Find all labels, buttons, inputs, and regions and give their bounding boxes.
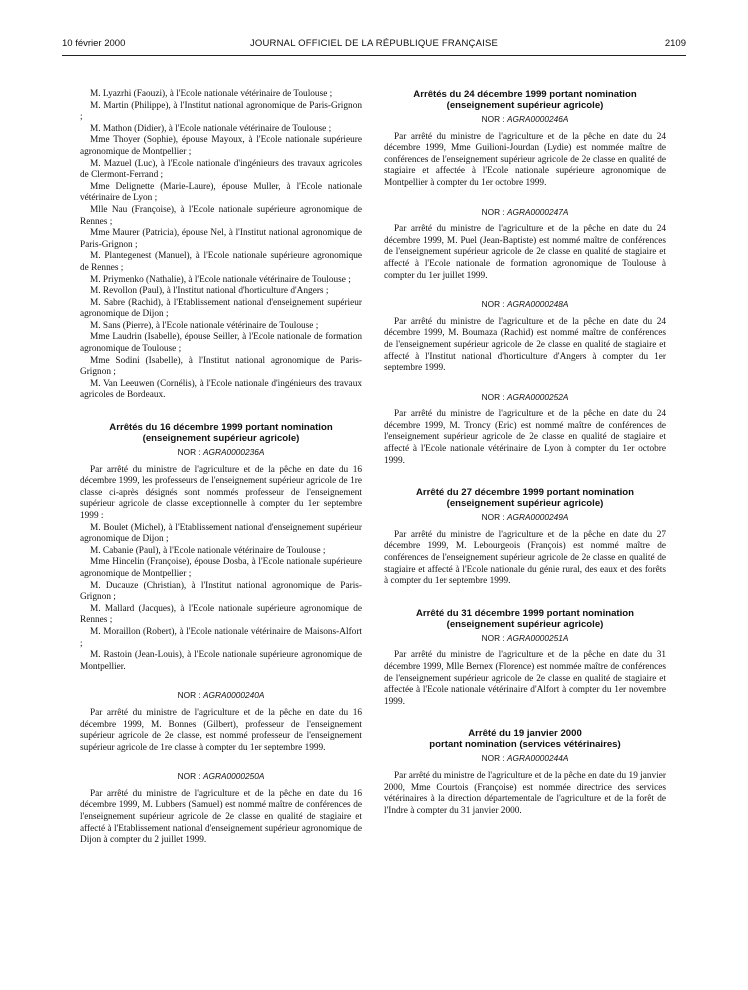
- list-item: Mme Maurer (Patricia), épouse Nel, à l'Institut national agronomique de Paris-Grignon ;: [80, 228, 362, 250]
- nor-reference: NOR : AGRA0000251A: [481, 632, 569, 643]
- list-item: M. Mallard (Jacques), à l'Ecole nationale supérieure agronomique de Rennes ;: [80, 603, 362, 626]
- list-item: M. Sabre (Rachid), à l'Etablissement national d'enseignement supérieur agronomique de Dijon ;: [80, 297, 362, 320]
- decree-paragraph: Par arrêté du ministre de l'agriculture et de la pêche en date du 24 décembre 1999, M. Puel (Jean-Baptiste) est nommé maître de conférences de l'enseignement supérieur agricole de 2e classe en qualité de stagiaire et affecté à l'Ecole nationale de formation agronomique de Toulouse à compter du 1er juillet 1999.: [384, 224, 666, 281]
- list-item: M. Martin (Philippe), à l'Institut national agronomique de Paris-Grignon ;: [80, 100, 362, 123]
- header-date: 10 février 2000: [62, 38, 126, 49]
- list-item: Mme Sodini (Isabelle), à l'Institut national agronomique de Paris-Grignon ;: [80, 355, 362, 378]
- header-journal-title: JOURNAL OFFICIEL DE LA RÉPUBLIQUE FRANÇAISE: [249, 38, 499, 49]
- list-item: M. Lyazrhi (Faouzi), à l'Ecole nationale vétérinaire de Toulouse ;: [90, 89, 333, 99]
- section-subtitle: (enseignement supérieur agricole): [446, 618, 604, 630]
- list-item: M. Sans (Pierre), à l'Ecole nationale vétérinaire de Toulouse ;: [90, 320, 319, 331]
- page-header: [62, 38, 686, 54]
- nor-reference: NOR : AGRA0000248A: [481, 299, 569, 310]
- list-item: M. Revollon (Paul), à l'Institut national d'horticulture d'Angers ;: [90, 286, 329, 297]
- decree-paragraph: Par arrêté du ministre de l'agriculture et de la pêche en date du 24 décembre 1999, M. Boumaza (Rachid) est nommé maître de conférences de l'enseignement supérieur agricole de 2e classe en qualité de stagiaire et affecté à l'Institut national d'horticulture d'Angers à compter du 1er septembre 1999.: [384, 316, 666, 374]
- section-title: Arrêtés du 16 décembre 1999 portant nomination: [109, 422, 333, 434]
- right-column: [384, 89, 666, 817]
- decree-paragraph: Par arrêté du ministre de l'agriculture et de la pêche en date du 16 décembre 1999, les professeurs de l'enseignement supérieur agricole de 1re classe ci-après désignés sont nommés professeur de l'enseignement supérieur agricole de classe exceptionnelle à compter du 1er septembre 1999 :: [80, 464, 362, 521]
- section-title: Arrêté du 27 décembre 1999 portant nomination: [415, 487, 635, 499]
- decree-paragraph: Par arrêté du ministre de l'agriculture et de la pêche en date du 16 décembre 1999, M. Bonnes (Gilbert), professeur de l'enseignement supérieur agricole de 2e classe, est nommé professeur de l'enseignement supérieur agricole de 1re classe à compter du 1er septembre 1999.: [80, 707, 362, 753]
- list-item: M. Priymenko (Nathalie), à l'Ecole nationale vétérinaire de Toulouse ;: [90, 274, 351, 285]
- appointment-list-2: [80, 523, 362, 674]
- decree-paragraph: Par arrêté du ministre de l'agriculture et de la pêche en date du 24 décembre 1999, M. Troncy (Eric) est nommé maître de conférences de l'enseignement supérieur agricole de 2e classe en qualité de stagiaire et affecté à l'Ecole nationale vétérinaire de Lyon à compter du 1er octobre 1999.: [384, 409, 666, 466]
- section-subtitle: (enseignement supérieur agricole): [446, 498, 604, 510]
- nor-reference: NOR : AGRA0000250A: [177, 771, 265, 782]
- left-column: [80, 89, 362, 847]
- section-subtitle: (enseignement supérieur agricole): [446, 100, 604, 111]
- list-item: M. Moraillon (Robert), à l'Ecole nationale vétérinaire de Maisons-Alfort ;: [80, 626, 362, 649]
- list-item: M. Rastoin (Jean-Louis), à l'Ecole nationale supérieure agronomique de Montpellier.: [80, 650, 362, 672]
- decree-paragraph: Par arrêté du ministre de l'agriculture et de la pêche en date du 31 décembre 1999, Mlle Bernex (Florence) est nommée maître de conférences de l'enseignement supérieur agricole de 2e classe en qualité de stagiaire et affectée à l'Ecole nationale vétérinaire d'Alfort à compter du 1er novembre 1999.: [384, 650, 666, 707]
- list-item: M. Ducauze (Christian), à l'Institut national agronomique de Paris-Grignon ;: [80, 580, 362, 603]
- appointment-list-1: [80, 89, 362, 402]
- list-item: M. Boulet (Michel), à l'Etablissement national d'enseignement supérieur agronomique de Dijon ;: [80, 522, 362, 545]
- nor-reference: NOR : AGRA0000240A: [177, 690, 265, 701]
- list-item: Mlle Nau (Françoise), à l'Ecole nationale supérieure agronomique de Rennes ;: [80, 204, 362, 227]
- nor-reference: NOR : AGRA0000249A: [481, 512, 569, 523]
- decree-paragraph: Par arrêté du ministre de l'agriculture et de la pêche en date du 19 janvier 2000, Mme Courtois (Françoise) est nommée directrice des services vétérinaires à la direction départementale de l'agriculture et de la forêt de l'Indre à compter du 31 janvier 2000.: [384, 770, 666, 816]
- decree-paragraph: Par arrêté du ministre de l'agriculture et de la pêche en date du 24 décembre 1999, Mme Guilioni-Jourdan (Lydie) est nommée maître de conférences de l'enseignement supérieur agricole de 2e classe en qualité de stagiaire et affectée à l'Ecole nationale supérieure agronomique de Montpellier à compter du 1er octobre 1999.: [384, 131, 666, 188]
- section-subtitle: (enseignement supérieur agricole): [142, 433, 300, 445]
- nor-reference: NOR : AGRA0000252A: [481, 391, 569, 402]
- header-page-number: 2109: [664, 38, 686, 49]
- list-item: Mme Hincelin (Françoise), épouse Dosba, à l'Ecole nationale supérieure agronomique de Montpellier ;: [80, 557, 362, 579]
- decree-paragraph: Par arrêté du ministre de l'agriculture et de la pêche en date du 16 décembre 1999, M. Lubbers (Samuel) est nommé maître de conférences de l'enseignement supérieur agricole de 2e classe en qualité de stagiaire et affecté à l'Etablissement national d'enseignement supérieur agronomique de Dijon à compter du 2 juillet 1999.: [80, 788, 362, 846]
- list-item: Mme Delignette (Marie-Laure), épouse Muller, à l'Ecole nationale vétérinaire de Lyon ;: [80, 181, 362, 204]
- nor-reference: NOR : AGRA0000246A: [481, 114, 569, 124]
- section-subtitle: portant nomination (services vétérinaires): [429, 739, 621, 751]
- list-item: M. Mazuel (Luc), à l'Ecole nationale d'ingénieurs des travaux agricoles de Clermont-Ferrand ;: [80, 158, 362, 181]
- header-rule: [62, 55, 686, 56]
- section-title: Arrêté du 31 décembre 1999 portant nomination: [415, 607, 635, 619]
- list-item: Mme Thoyer (Sophie), épouse Mayoux, à l'Ecole nationale supérieure agronomique de Montpellier ;: [80, 135, 362, 157]
- list-item: M. Van Leeuwen (Cornélis), à l'Ecole nationale d'ingénieurs des travaux agricoles de Bordeaux.: [80, 378, 362, 401]
- list-item: M. Mathon (Didier), à l'Ecole nationale vétérinaire de Toulouse ;: [90, 123, 332, 134]
- section-title: Arrêtés du 24 décembre 1999 portant nomination: [413, 89, 637, 100]
- nor-reference: NOR : AGRA0000244A: [481, 753, 569, 764]
- list-item: M. Cabanie (Paul), à l'Ecole nationale vétérinaire de Toulouse ;: [90, 545, 326, 556]
- nor-reference: NOR : AGRA0000247A: [481, 206, 569, 217]
- list-item: Mme Laudrin (Isabelle), épouse Seiller, à l'Ecole nationale de formation agronomique de Toulouse ;: [80, 332, 362, 355]
- decree-paragraph: Par arrêté du ministre de l'agriculture et de la pêche en date du 27 décembre 1999, M. Lebourgeois (François) est nommé maître de conférences de l'enseignement supérieur agricole de 2e classe en qualité de stagiaire et affecté à l'Ecole nationale du génie rural, des eaux et des forêts à compter du 1er septembre 1999.: [384, 529, 666, 587]
- nor-reference: NOR : AGRA0000236A: [177, 447, 265, 458]
- section-title: Arrêté du 19 janvier 2000: [468, 728, 582, 740]
- list-item: M. Plantegenest (Manuel), à l'Ecole nationale supérieure agronomique de Rennes ;: [80, 251, 362, 273]
